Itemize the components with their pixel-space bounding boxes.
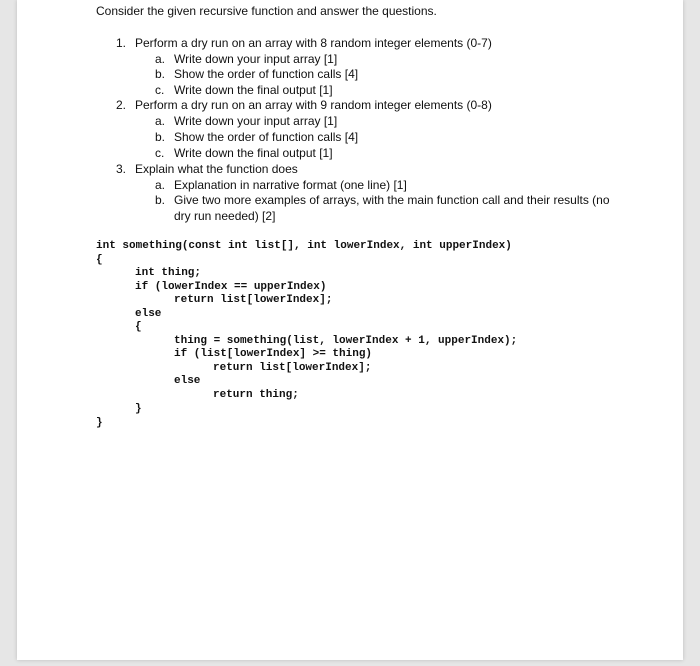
question-1-number: 1. (116, 36, 127, 50)
document-page (17, 0, 683, 660)
question-2c-letter: c. (155, 146, 165, 160)
question-2b-text: Show the order of function calls [4] (174, 130, 359, 144)
question-1b-letter: b. (155, 67, 166, 81)
question-1-text: Perform a dry run on an array with 8 random integer elements (0-7) (135, 36, 492, 50)
code-line-return-element: return list[lowerIndex]; (213, 362, 372, 374)
question-3b-text: Give two more examples of arrays, with the main function call and their results (no (174, 193, 610, 207)
code-line-close-brace: } (96, 417, 103, 429)
question-1c-text: Write down the final output [1] (174, 83, 333, 97)
question-3b-letter: b. (155, 193, 166, 207)
question-2-text: Perform a dry run on an array with 9 random integer elements (0-8) (135, 98, 492, 112)
code-line-open-brace: { (96, 254, 103, 266)
code-line-declaration: int thing; (135, 267, 202, 279)
intro-text: Consider the given recursive function and answer the questions. (96, 4, 437, 18)
question-2-number: 2. (116, 98, 127, 112)
question-1b-text: Show the order of function calls [4] (174, 67, 359, 81)
question-3b-text-continued: dry run needed) [2] (174, 209, 276, 223)
code-line-recursive-call: thing = something(list, lowerIndex + 1, upperIndex); (174, 335, 518, 347)
code-line-compare: if (list[lowerIndex] >= thing) (174, 348, 373, 360)
code-line-else: else (135, 308, 162, 320)
question-2c-text: Write down the final output [1] (174, 146, 333, 160)
question-2b-letter: b. (155, 130, 166, 144)
code-line-return-thing: return thing; (213, 389, 299, 401)
question-1a-letter: a. (155, 52, 166, 66)
code-line-return-base: return list[lowerIndex]; (174, 294, 333, 306)
code-line-inner-open-brace: { (135, 321, 142, 333)
question-2a-letter: a. (155, 114, 166, 128)
question-3a-text: Explanation in narrative format (one line) [1] (174, 178, 407, 192)
code-line-signature: int something(const int list[], int lowerIndex, int upperIndex) (96, 240, 512, 252)
code-line-inner-else: else (174, 375, 201, 387)
question-1a-text: Write down your input array [1] (174, 52, 338, 66)
question-2a-text: Write down your input array [1] (174, 114, 338, 128)
question-3a-letter: a. (155, 178, 166, 192)
question-3-number: 3. (116, 162, 127, 176)
code-line-if: if (lowerIndex == upperIndex) (135, 281, 327, 293)
question-3-text: Explain what the function does (135, 162, 298, 176)
code-line-inner-close-brace: } (135, 403, 142, 415)
question-1c-letter: c. (155, 83, 165, 97)
